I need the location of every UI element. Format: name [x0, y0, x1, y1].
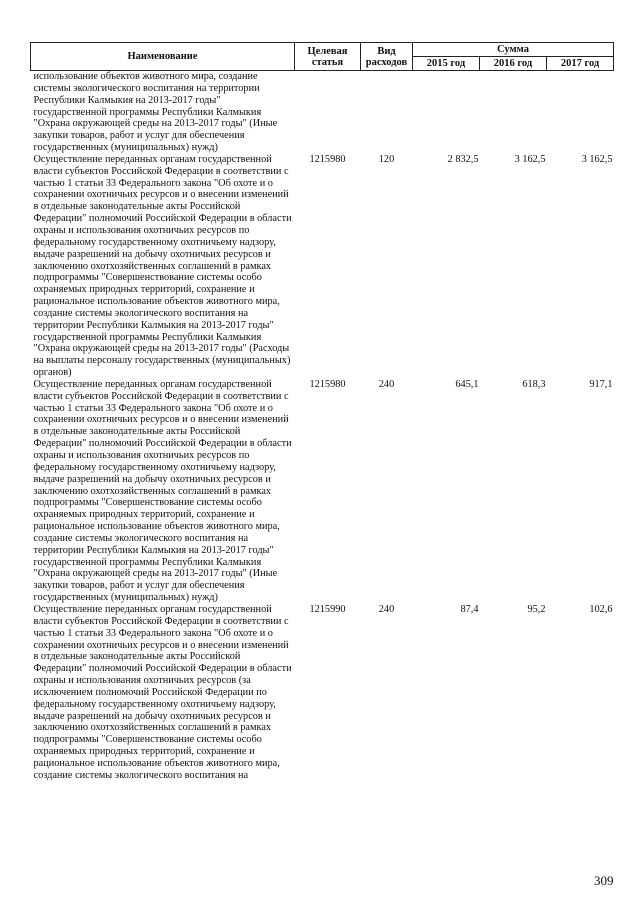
row-sum-2016 [480, 71, 547, 154]
table-row [31, 154, 614, 379]
row-name: Осуществление переданных органам государственной власти субъектов Российской Федерации в соответствии с частью 1 статьи 33 Федерального закона "Об охоте и о сохранении охотничьих ресурсов и о внесении изменений в отдельные законодательные акты Российской Федерации" полномочий Российской Федерации в области охраны и использования охотничьих ресурсов по федеральному государственному охотничьему надзору, выдаче разрешений на добычу охотничьих ресурсов и заключению охотхозяйственных соглашений в рамках подпрограммы "Совершенствование системы особо охраняемых природных территорий, сохранение и рациональное использование объектов животного мира, создание системы экологического воспитания на территории Республики Калмыкия на 2013-2017 годы" государственной программы Республики Калмыкия "Охрана окружающей среды на 2013-2017 годы" (Иные закупки товаров, работ и услуг для обеспечения государственных (муниципальных) нужд) [33, 378, 292, 604]
table-row [31, 71, 614, 154]
header-year-2015: 2015 год [413, 57, 480, 71]
row-sum-2016: 3 162,5 [514, 153, 546, 165]
budget-table [30, 42, 614, 782]
header-sum: Сумма [413, 43, 614, 57]
row-sum-2015: 2 832,5 [447, 153, 479, 165]
header-expense-type: Вид расходов [361, 43, 413, 71]
row-sum-2016: 95,2 [527, 603, 546, 615]
header-year-2017: 2017 год [547, 57, 614, 71]
row-sum-2017: 917,1 [589, 378, 613, 390]
row-sum-2015: 87,4 [460, 603, 479, 615]
row-name: Осуществление переданных органам государственной власти субъектов Российской Федерации в соответствии с частью 1 статьи 33 Федерального закона "Об охоте и о сохранении охотничьих ресурсов и о внесении изменений в отдельные законодательные акты Российской Федерации" полномочий Российской Федерации в области охраны и использования охотничьих ресурсов по федеральному государственному охотничьему надзору, выдаче разрешений на добычу охотничьих ресурсов и заключению охотхозяйственных соглашений в рамках подпрограммы "Совершенствование системы особо охраняемых природных территорий, сохранение и рациональное использование объектов животного мира, создание системы экологического воспитания на территории Республики Калмыкия на 2013-2017 годы" государственной программы Республики Калмыкия "Охрана окружающей среды на 2013-2017 годы" (Расходы на выплаты персоналу государственных (муниципальных) органов) [33, 153, 292, 379]
table-row [31, 379, 614, 604]
row-sum-2015 [413, 71, 480, 154]
row-sum-2015: 645,1 [455, 378, 479, 390]
row-name: использование объектов животного мира, создание системы экологического воспитания на территории Республики Калмыкия на 2013-2017 годы" государственной программы Республики Калмыкия "Охрана окружающей среды на 2013-2017 годы" (Иные закупки товаров, работ и услуг для обеспечения государственных (муниципальных) нужд) [33, 71, 278, 154]
header-name: Наименование [31, 43, 295, 71]
header-year-2016: 2016 год [480, 57, 547, 71]
row-sum-2017 [547, 71, 614, 154]
row-expense-type [361, 71, 413, 154]
row-expense-type: 240 [378, 378, 395, 390]
page-number: 309 [594, 873, 614, 888]
row-name: Осуществление переданных органам государственной власти субъектов Российской Федерации в соответствии с частью 1 статьи 33 Федерального закона "Об охоте и о сохранении охотничьих ресурсов и о внесении изменений в отдельные законодательные акты Российской Федерации" полномочий Российской Федерации в области охраны и использования охотничьих ресурсов (за исключением полномочий Российской Федерации по федеральному государственному охотничьему надзору, выдаче разрешений на добычу охотничьих ресурсов и заключению охотхозяйственных соглашений в рамках подпрограммы "Совершенствование системы особо охраняемых природных территорий, сохранение и рациональное использование объектов животного мира, создание системы экологического воспитания на [33, 603, 292, 781]
row-target-article: 1215990 [309, 603, 346, 615]
row-target-article [295, 71, 361, 154]
row-sum-2017: 3 162,5 [581, 153, 613, 165]
row-expense-type: 120 [378, 153, 395, 165]
header-target-article: Целевая статья [295, 43, 361, 71]
row-expense-type: 240 [378, 603, 395, 615]
table-row [31, 604, 614, 782]
row-target-article: 1215980 [309, 153, 346, 165]
row-sum-2017: 102,6 [589, 603, 613, 615]
table-header [31, 43, 614, 71]
row-target-article: 1215980 [309, 378, 346, 390]
row-sum-2016: 618,3 [522, 378, 546, 390]
